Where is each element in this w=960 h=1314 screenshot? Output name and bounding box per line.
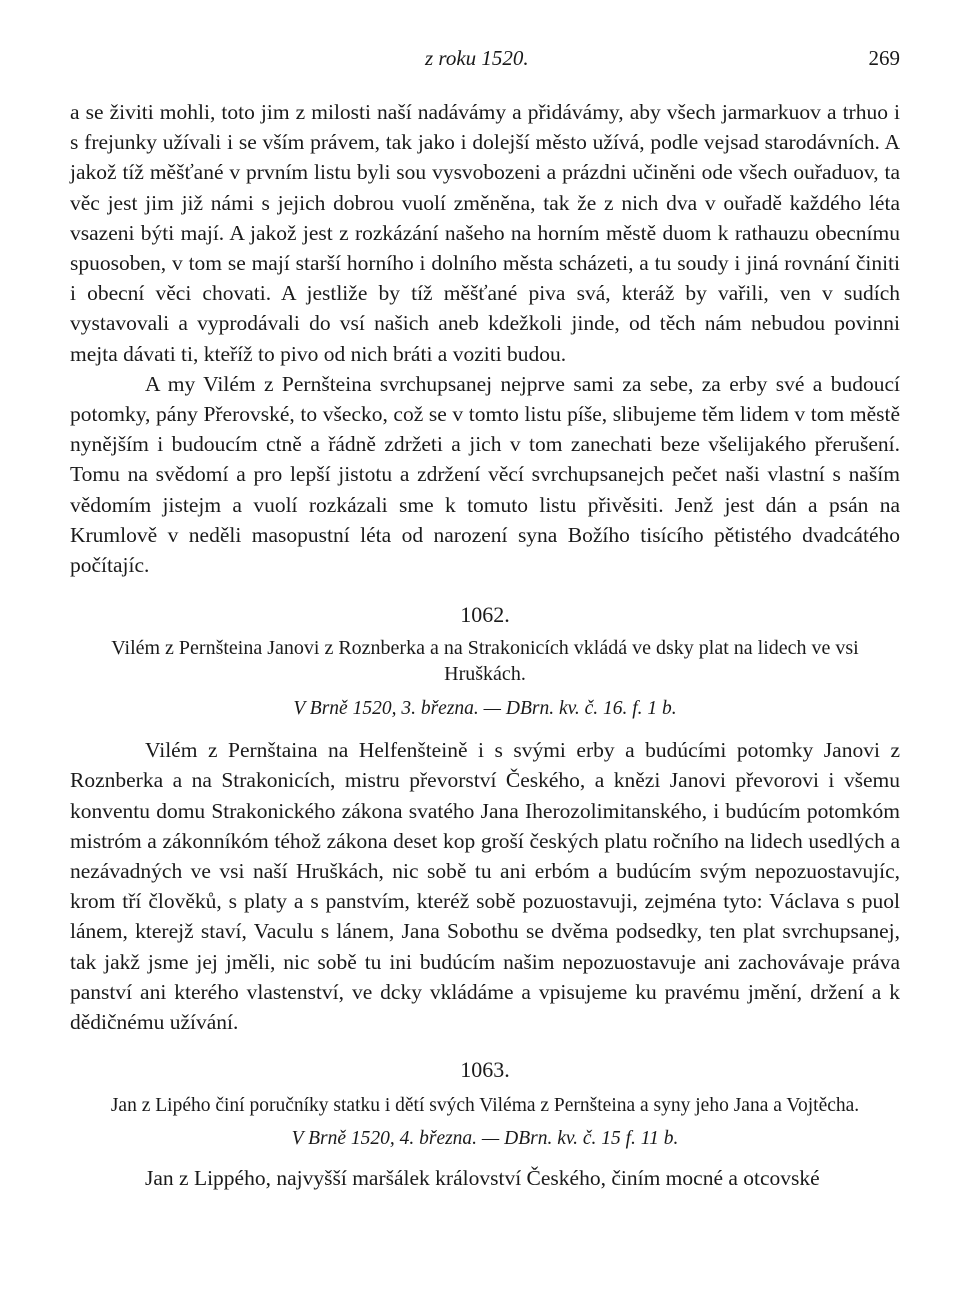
regest-1062: Vilém z Pernšteina Janovi z Roznberka a na Strakonicích vkládá ve dsky plat na lidech ve vsi Hruškách.: [111, 637, 859, 686]
source-citation-1062: V Brně 1520, 3. března. — DBrn. kv. č. 16. f. 1 b.: [293, 698, 677, 720]
body-paragraph-2: A my Vilém z Pernšteina svrchupsanej nejprve sami za sebe, za erby své a budoucí potomky, pány Přerovské, to všecko, což se v tomto listu píše, slibujeme těm lidem v tom městě nynějším i budoucím ctně a řádně zdržeti a jich v tom zanechati beze všelijakého přerušení. Tomu na svědomí a pro lepší jistotu a zdržení věcí svrchupsanejch pečet naši vlastní s naším vědomím jistejm a vuolí rozkázali sme k tomuto listu přivěsiti. Jenž jest dán a psán na Krumlově v neděli masopustní léta od narození syna Božího tisícího pětistého dvadcátého počítajíc.: [70, 371, 900, 578]
document-text-1062: Vilém z Pernštaina na Helfenšteině i s svými erby a budúcími potomky Janovi z Roznberka a na Strakonicích, mistru převorství Českého, a knězi Janovi převorovi i všemu konventu domu Strakonického zákona svatého Jana Iherozolimitanského, i budúcím potomkóm mistróm a zákonníkóm téhož zákona deset kop groší českých platu ročního na lidech usedlých a nezávadných ve vsi naší Hruškách, nic sobě tu ani erbóm a budúcím svým nepozuostavujíc, krom tří člověků, s platy a s panstvím, kteréž sobě pozuostavuji, zejména tyto: Václava s puol lánem, kterejž staví, Vaculu s lánem, Jana Sobothu se dvěma podsedky, ten plat svrchupsanej, tak jakž jsme jej jměli, nic sobě tu ini budúcím našim nepozuostavuje ani zachovávaje práva panství ani kterého vlastenství, ve dcky vkládáme a vpisujeme ku pravému jmění, držení a k dědičnému užívání.: [70, 738, 900, 1035]
document-page: [70, 40, 900, 1193]
body-paragraph-1: a se živiti mohli, toto jim z milosti naší nadávámy a přidávámy, aby všech jarmarkuov a trhuo i s frejunky užívali i se vším právem, tak jako i dolejší město užívá, podle vejsad starodávních. A jakož tíž měšťané v prvním listu byli sou vysvobozeni a prázdni učiněni ode všech ouřaduov, ta věc jest jim již námi s jejich dobrou vuolí změněna, tak že z nich dva v ouřadě každého léta vsazeni býti mají. A jakož jest z rozkázání našeho na horním městě duom k rathauzu obecnímu spuosoben, v tom se mají starší horního i dolního města scházeti, a tu soudy i jiná rovnání činiti i obecní věci chovati. A jestliže by tíž měšťané piva svá, kteráž by vařili, ven v sudích vystavovali a vyprodávali do vsí našich aneb kdežkoli jinde, od těch nám nebudou povinni mejta dávati ti, kteříž to pivo od nich bráti a voziti budou.: [70, 100, 900, 366]
running-title: z roku 1520.: [425, 46, 529, 70]
document-number-1062: 1062.: [460, 602, 510, 628]
page-number: 269: [868, 46, 900, 70]
running-head: [70, 40, 900, 74]
document-text-1063: Jan z Lippého, najvyšší maršálek království Českého, činím mocné a otcovské: [145, 1166, 820, 1191]
document-number-1063: 1063.: [460, 1057, 510, 1083]
source-citation-1063: V Brně 1520, 4. března. — DBrn. kv. č. 15 f. 11 b.: [291, 1128, 679, 1150]
regest-1063: Jan z Lipého činí poručníky statku i dětí svých Viléma z Pernšteina a syny jeho Jana a Vojtěcha.: [110, 1095, 860, 1117]
